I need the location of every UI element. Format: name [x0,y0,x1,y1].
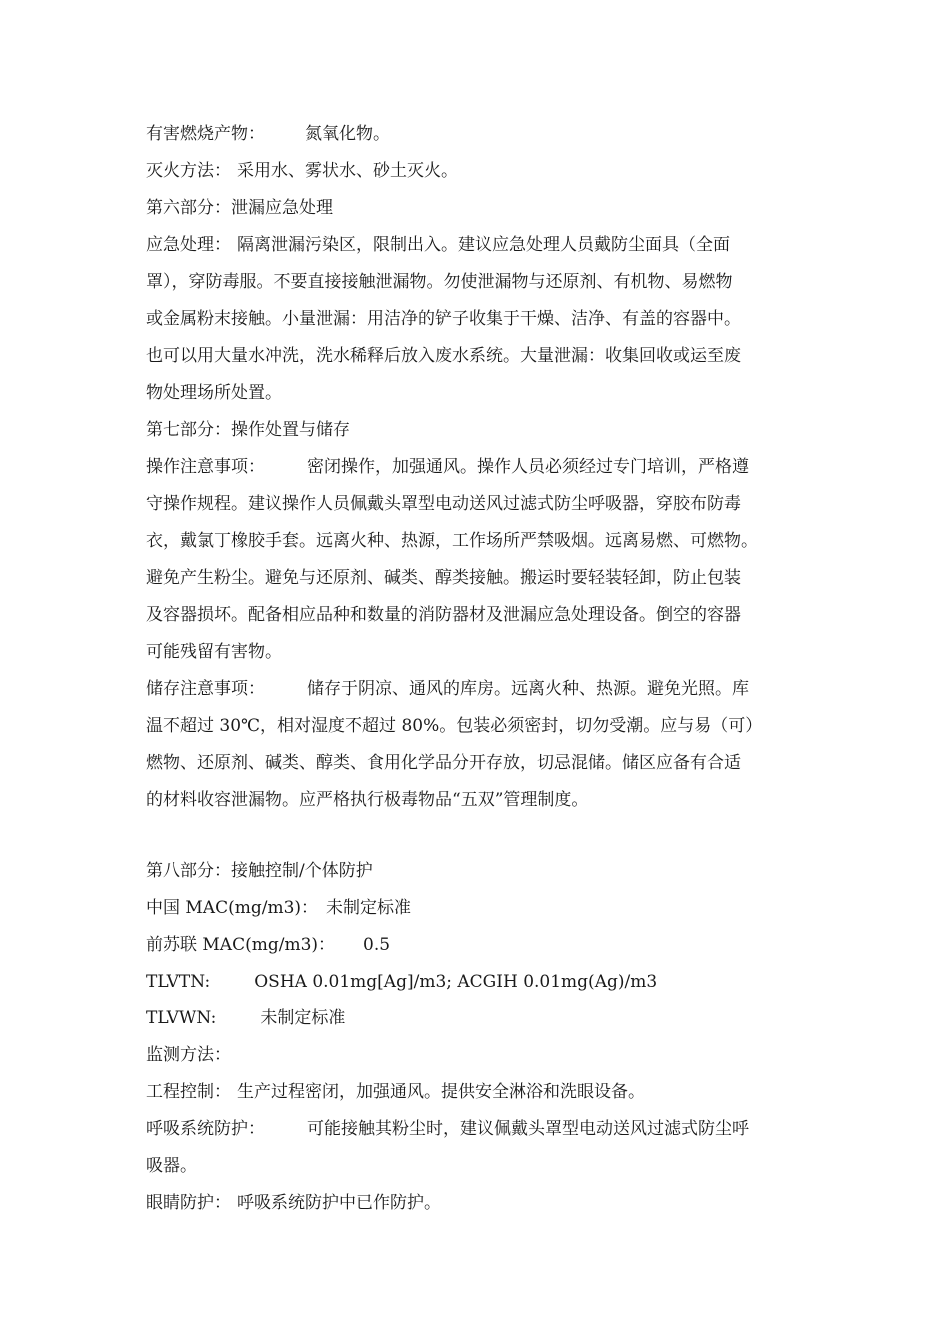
line-value: 呼吸系统防护中已作防护。 [237,1193,441,1213]
line-text: 温不超过 30℃，相对湿度不超过 80%。包装必须密封，切勿受潮。应与易（可） [146,716,763,736]
section-heading-text: 第六部分：泄漏应急处理 [146,198,333,218]
section-heading-text: 第七部分：操作处置与储存 [146,420,350,440]
line-label: 储存注意事项： [146,679,265,699]
section-heading-text: 第八部分：接触控制/个体防护 [146,861,373,881]
combustion-products-line [146,122,390,146]
line-label: 灭火方法： [146,161,231,181]
paragraph-line [146,714,762,738]
paragraph-line [146,566,741,590]
line-text: 吸器。 [146,1156,197,1176]
line-text: 或金属粉末接触。小量泄漏：用洁净的铲子收集于干燥、洁净、有盖的容器中。 [146,309,741,329]
eye-protection-line [146,1191,441,1215]
line-value: 0.5 [363,935,391,955]
line-value: 氮氧化物。 [305,124,390,144]
line-text: 的材料收容泄漏物。应严格执行极毒物品“五双”管理制度。 [146,790,589,810]
line-label: 呼吸系统防护： [146,1119,265,1139]
line-label: 中国 MAC(mg/m3)： [146,898,319,918]
line-text: 燃物、还原剂、碱类、醇类、食用化学品分开存放，切忌混储。储区应备有合适 [146,753,741,773]
line-text: 守操作规程。建议操作人员佩戴头罩型电动送风过滤式防尘呼吸器，穿胶布防毒 [146,494,741,514]
line-value: OSHA 0.01mg[Ag]/m3; ACGIH 0.01mg(Ag)/m3 [254,972,658,992]
line-value: 采用水、雾状水、砂土灭火。 [237,161,458,181]
paragraph-line [146,307,741,331]
paragraph-line [146,270,733,294]
monitoring-method-line [146,1043,231,1067]
line-label: 应急处理： [146,235,231,255]
line-label: 前苏联 MAC(mg/m3)： [146,935,336,955]
line-label: 有害燃烧产物： [146,124,265,144]
engineering-control-line [146,1080,645,1104]
storage-precautions-line [146,677,749,701]
section-7-heading [146,418,350,442]
paragraph-line [146,529,758,553]
paragraph-line [146,603,741,627]
fire-method-line [146,159,458,183]
paragraph-line [146,344,741,368]
respiratory-protection-line [146,1117,749,1141]
china-mac-line [146,896,411,920]
line-value: 可能接触其粉尘时，建议佩戴头罩型电动送风过滤式防尘呼 [307,1119,749,1139]
line-value: 密闭操作，加强通风。操作人员必须经过专门培训，严格遵 [307,457,749,477]
handling-precautions-line [146,455,749,479]
line-text: 也可以用大量水冲洗，洗水稀释后放入废水系统。大量泄漏：收集回收或运至废 [146,346,741,366]
line-text: 监测方法： [146,1045,231,1065]
tlvtn-line [146,970,657,994]
line-text: 避免产生粉尘。避免与还原剂、碱类、醇类接触。搬运时要轻装轻卸，防止包装 [146,568,741,588]
line-text: 衣，戴氯丁橡胶手套。远离火种、热源，工作场所严禁吸烟。远离易燃、可燃物。 [146,531,758,551]
line-label: 操作注意事项： [146,457,265,477]
paragraph-line [146,381,282,405]
line-label: 眼睛防护： [146,1193,231,1213]
section-8-heading [146,859,373,883]
section-6-heading [146,196,333,220]
emergency-treatment-line [146,233,730,257]
line-value: 未制定标准 [260,1008,346,1028]
paragraph-line [146,640,282,664]
line-label: TLVWN: [146,1008,217,1028]
paragraph-line [146,788,588,812]
line-value: 生产过程密闭，加强通风。提供安全淋浴和洗眼设备。 [237,1082,645,1102]
line-text: 可能残留有害物。 [146,642,282,662]
line-value: 储存于阴凉、通风的库房。远离火种、热源。避免光照。库 [307,679,749,699]
line-text: 及容器损坏。配备相应品种和数量的消防器材及泄漏应急处理设备。倒空的容器 [146,605,741,625]
line-label: TLVTN: [146,972,211,992]
line-value: 隔离泄漏污染区，限制出入。建议应急处理人员戴防尘面具（全面 [237,235,730,255]
paragraph-line [146,751,741,775]
ussr-mac-line [146,933,390,957]
tlvwn-line [146,1006,345,1030]
line-text: 罩），穿防毒服。不要直接接触泄漏物。勿使泄漏物与还原剂、有机物、易燃物 [146,272,733,292]
line-value: 未制定标准 [326,898,412,918]
paragraph-line [146,1154,197,1178]
paragraph-line [146,492,741,516]
line-label: 工程控制： [146,1082,231,1102]
line-text: 物处理场所处置。 [146,383,282,403]
